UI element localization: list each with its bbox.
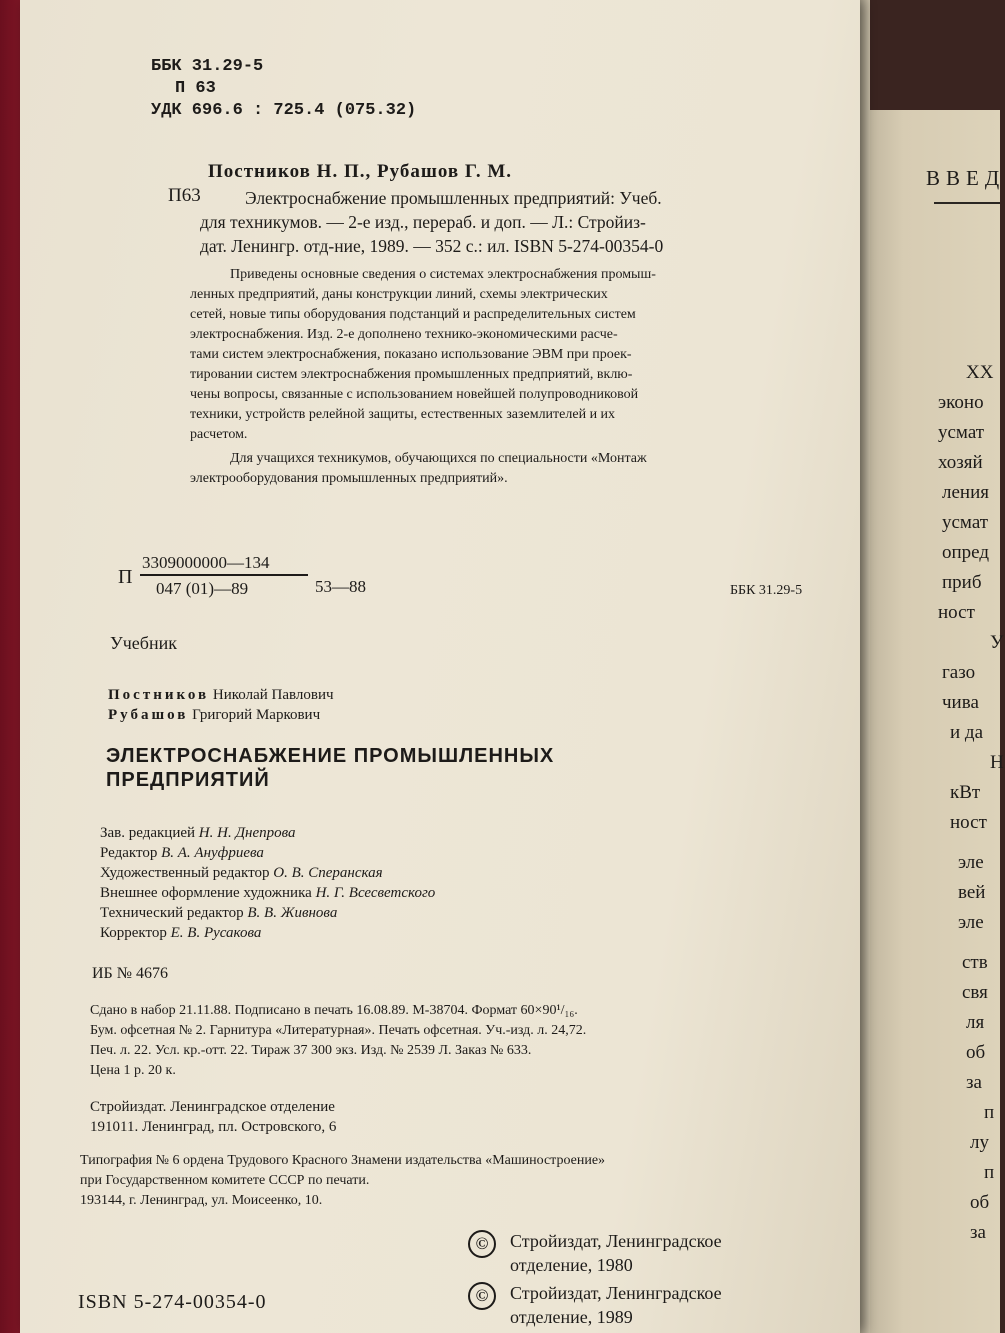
credit-person: О. В. Сперанская [273,865,383,881]
credit-person: Н. Г. Всесветского [315,885,436,901]
facing-page-fragment: об [966,1042,986,1063]
facing-page-fragment: ств [962,952,988,973]
credit-role: Внешнее оформление художника [100,885,312,901]
facing-page [862,110,1005,1333]
credit-role: Редактор [100,845,158,861]
facing-page-fragment: лу [970,1132,989,1153]
print-details-line: Бум. офсетная № 2. Гарнитура «Литературная». Печать офсетная. Уч.-изд. л. 24,72. [90,1023,587,1038]
facing-page-fragment: за [966,1072,982,1093]
credit-line [100,906,337,921]
catalog-line: Электроснабжение промышленных предприятий: Учеб. [245,188,662,208]
abstract-line: тами систем электроснабжения, показано использование ЭВМ при проек- [190,347,632,362]
facing-page-heading: ВВЕД [926,166,1005,190]
facing-page-fragment: приб [942,572,982,593]
facing-page-fragment: Н [990,752,1004,773]
credit-line [100,886,435,901]
credit-role: Зав. редакцией [100,825,196,841]
abstract-line: расчетом. [190,427,248,442]
copyright-icon: © [468,1230,496,1258]
credit-line [100,926,261,941]
code-numerator: 3309000000—134 [142,553,270,572]
credit-person: В. А. Ануфриева [161,845,264,861]
audience-line: Для учащихся техникумов, обучающихся по специальности «Монтаж [230,451,647,466]
author-name: Николай Павлович [212,687,334,703]
print-details-line: Печ. л. 22. Усл. кр.-отт. 22. Тираж 37 300 экз. Изд. № 2539 Л. Заказ № 633. [90,1043,532,1058]
abstract-line: чены вопросы, связанные с использованием новейшей полупроводниковой [190,387,639,402]
credit-line [100,826,296,841]
facing-page-fragment: п [984,1162,995,1183]
copyright-icon: © [468,1282,496,1310]
abstract-line: ленных предприятий, даны конструкции линий, схемы электрических [190,287,608,302]
credit-person: Е. В. Русакова [170,925,262,941]
genre-label: Учебник [110,633,177,653]
code-suffix: 53—88 [315,577,366,596]
credit-person: В. В. Живнова [247,905,338,921]
facing-page-fragment: хозяй [938,452,983,473]
printing-house-line: Типография № 6 ордена Трудового Красного Знамени издательства «Машиностроение» [80,1153,606,1168]
udk-code: УДК 696.6 : 725.4 (075.32) [151,101,417,120]
facing-page-fragment: кВт [950,782,981,803]
facing-page-fragment: п [984,1102,995,1123]
catalog-authors: Постников Н. П., Рубашов Г. М. [208,161,513,182]
catalog-line: дат. Ленингр. отд-ние, 1989. — 352 с.: ил. ISBN 5-274-00354-0 [200,236,664,256]
bbk-code: ББК 31.29-5 [151,57,264,76]
facing-page-fragment: эле [958,912,984,933]
facing-page-fragment: за [970,1222,986,1243]
facing-page-fragment: опред [942,542,990,563]
abstract-line: сетей, новые типы оборудования подстанций и распределительных систем [190,307,636,322]
facing-page-fragment: усмат [942,512,989,533]
facing-page-fragment: чива [942,692,979,713]
author-full [108,688,334,703]
facing-page-rule [934,202,1000,204]
facing-page-fragment: ност [938,602,975,623]
facing-page-fragment: и да [950,722,984,743]
facing-page-fragment: эконо [938,392,984,413]
bbk-right: ББК 31.29-5 [730,583,803,598]
credit-role: Корректор [100,925,167,941]
facing-page-fragment: ля [966,1012,985,1033]
facing-page-fragment: ления [942,482,989,503]
facing-page-fragment: свя [962,982,988,1003]
credit-role: Технический редактор [100,905,244,921]
abstract-line: Приведены основные сведения о системах электроснабжения промыш- [230,267,656,282]
credit-person: Н. Н. Днепрова [198,825,296,841]
facing-page-fragment: XX [966,362,994,383]
catalog-index: П63 [168,185,201,206]
facing-page-fragment: вей [958,882,986,903]
print-details-line: Сдано в набор 21.11.88. Подписано в печать 16.08.89. М-38704. Формат 60×90¹/₁₆. [90,1003,578,1018]
code-denominator: 047 (01)—89 [156,579,249,598]
author-full [108,708,320,723]
publisher-line: 191011. Ленинград, пл. Островского, 6 [90,1119,337,1135]
book-page [20,0,860,1333]
copyright-line: Стройиздат, Ленинградское [510,1283,722,1303]
book-title: ЭЛЕКТРОСНАБЖЕНИЕ ПРОМЫШЛЕННЫХ [106,745,555,767]
credit-role: Художественный редактор [100,865,270,881]
author-surname: Рубашов [108,707,189,723]
copyright-line: отделение, 1980 [510,1255,633,1275]
catalog-line: для техникумов. — 2-е изд., перераб. и доп. — Л.: Стройиз- [200,212,646,232]
author-name: Григорий Маркович [192,707,321,723]
book-title: ПРЕДПРИЯТИЙ [106,769,270,791]
p-code: П 63 [175,79,216,98]
publisher-line: Стройиздат. Ленинградское отделение [90,1099,335,1115]
fraction-bar [140,574,308,576]
facing-page-fragment: У [990,632,1004,653]
credit-line [100,866,383,881]
code-letter: П [118,566,133,588]
print-details-line: Цена 1 р. 20 к. [90,1063,176,1078]
copyright-line: отделение, 1989 [510,1307,633,1327]
facing-page-fragment: ност [950,812,987,833]
author-surname: Постников [108,687,210,703]
credit-line [100,846,264,861]
isbn-number: ISBN 5-274-00354-0 [78,1291,267,1313]
facing-page-fragment: усмат [938,422,985,443]
printing-house-line: при Государственном комитете СССР по печати. [80,1173,370,1188]
abstract-line: тировании систем электроснабжения промышленных предприятий, вклю- [190,367,633,382]
facing-page-fragment: об [970,1192,990,1213]
facing-page-fragment: эле [958,852,984,873]
printing-house-line: 193144, г. Ленинград, ул. Моисеенко, 10. [80,1193,323,1208]
audience-line: электрооборудования промышленных предприятий». [190,471,508,486]
ib-number: ИБ № 4676 [92,965,169,982]
abstract-line: электроснабжения. Изд. 2-е дополнено технико-экономическими расче- [190,327,618,342]
copyright-line: Стройиздат, Ленинградское [510,1231,722,1251]
facing-page-fragment: газо [942,662,976,683]
abstract-line: техники, устройств релейной защиты, естественных заземлителей и их [190,407,616,422]
